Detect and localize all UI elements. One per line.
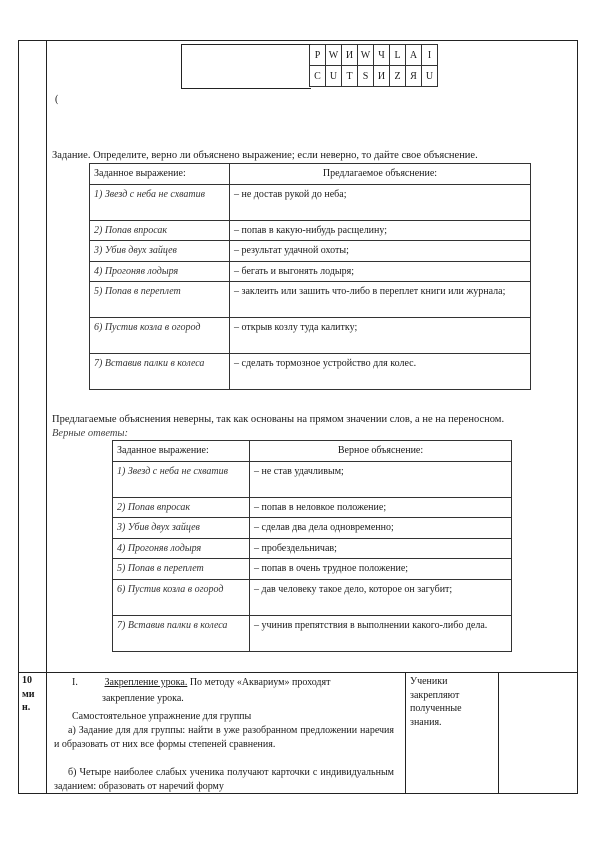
table-header-row [90, 164, 531, 185]
letter-cell: W [326, 45, 342, 66]
expression-cell: 6) Пустив козла в огород [90, 318, 230, 354]
page-frame-bottom [18, 793, 578, 794]
table-row [113, 538, 512, 559]
expression-cell: 5) Попав в переплет [90, 282, 230, 318]
explanation-cell: – попав в какую-нибудь расщелину; [230, 220, 531, 241]
letter-cell: Я [406, 66, 422, 87]
table-row [113, 559, 512, 580]
stage-number: I. [72, 677, 78, 688]
expression-cell: 1) Звезд с неба не схватив [113, 461, 250, 497]
expression-cell: 2) Попав впросак [90, 220, 230, 241]
table-row [90, 354, 531, 390]
stage-heading [72, 676, 392, 690]
table-row [90, 220, 531, 241]
expression-cell: 5) Попав в переплет [113, 559, 250, 580]
exercise-paragraph: б) Четыре наиболее слабых ученика получают карточки с индивидуальным заданием: образовать от наречий форму [54, 767, 394, 792]
page-frame-inner-left [46, 40, 47, 793]
column-header: Предлагаемое объяснение: [230, 164, 531, 185]
expression-cell: 3) Убив двух зайцев [90, 241, 230, 262]
table-row [113, 615, 512, 651]
table-header-row [113, 441, 512, 462]
page-frame-far-right [498, 672, 499, 793]
correct-answers-label: Верные ответы: [52, 428, 129, 439]
explanation-cell: – не став удачливым; [250, 461, 512, 497]
table-row [90, 241, 531, 262]
expression-cell: 1) Звезд с неба не схватив [90, 184, 230, 220]
explanation-cell: – не достав рукой до неба; [230, 184, 531, 220]
letter-cell: L [390, 45, 406, 66]
letter-grid-row-1 [181, 45, 438, 66]
letter-cell: W [358, 45, 374, 66]
row-divider [18, 672, 578, 673]
stage-title-rest: По методу «Аквариум» проходят [187, 677, 331, 688]
exercise-paragraph: а) Задание для для группы: найти в уже разобранном предложении наречия и образовать от них все формы степеней сравнения. [54, 725, 394, 750]
students-activity: Ученики закрепляют полученные знания. [410, 676, 462, 728]
exercise-paragraph: Самостоятельное упражнение для группы [72, 711, 252, 722]
letter-cell: U [326, 66, 342, 87]
expression-cell: 3) Убив двух зайцев [113, 518, 250, 539]
explanation-cell: – сделать тормозное устройство для колес. [230, 354, 531, 390]
stage-title: Закрепление урока. [104, 677, 188, 688]
letter-grid-row-2 [181, 66, 438, 87]
letter-grid-box-bottom [181, 88, 311, 89]
explanation-cell: – открыв козлу туда калитку; [230, 318, 531, 354]
page-frame-right [577, 40, 578, 793]
table-row [113, 518, 512, 539]
explanation-cell: – учинив препятствия в выполнении какого-либо дела. [250, 615, 512, 651]
expression-cell: 4) Прогоняв лодыря [90, 261, 230, 282]
stray-character: ( [55, 94, 59, 105]
column-header: Верное объяснение: [250, 441, 512, 462]
time-column [22, 674, 44, 715]
letter-grid [181, 44, 438, 87]
explanation-cell: – бегать и выгонять лодыря; [230, 261, 531, 282]
page-frame-left [18, 40, 19, 793]
letter-cell: U [422, 66, 438, 87]
expression-cell: 7) Вставив палки в колеса [90, 354, 230, 390]
letter-cell: I [422, 45, 438, 66]
explanation-cell: – пробездельничав; [250, 538, 512, 559]
letter-grid-box-top [181, 44, 311, 45]
table-row [90, 318, 531, 354]
letter-cell: Ч [374, 45, 390, 66]
page-frame-mid-right [405, 672, 406, 793]
table-row [113, 461, 512, 497]
table-row [90, 184, 531, 220]
expression-cell: 7) Вставив палки в колеса [113, 615, 250, 651]
explanation-cell: – сделав два дела одновременно; [250, 518, 512, 539]
time-unit-part: н. [22, 702, 31, 713]
explanation-text: Предлагаемые объяснения неверны, так как основаны на прямом значении слов, а не на переносном. [52, 414, 505, 425]
letter-cell: S [358, 66, 374, 87]
explanation-cell: – заклеить или зашить что-либо в переплет книги или журнала; [230, 282, 531, 318]
letter-cell: A [406, 45, 422, 66]
letter-cell: T [342, 66, 358, 87]
proposed-explanations-table [89, 163, 531, 390]
table-row [113, 497, 512, 518]
task-instruction: Задание. Определите, верно ли объяснено выражение; если неверно, то дайте свое объяснение. [52, 150, 478, 161]
explanation-cell: – попав в неловкое положение; [250, 497, 512, 518]
letter-cell: И [374, 66, 390, 87]
column-header: Заданное выражение: [113, 441, 250, 462]
explanation-cell: – дав человеку такое дело, которое он загубит; [250, 579, 512, 615]
expression-cell: 6) Пустив козла в огород [113, 579, 250, 615]
time-unit-part: ми [22, 688, 35, 700]
letter-grid-box-left [181, 44, 182, 88]
expression-cell: 4) Прогоняв лодыря [113, 538, 250, 559]
explanation-cell: – попав в очень трудное положение; [250, 559, 512, 580]
letter-cell: И [342, 45, 358, 66]
page-frame-top [18, 40, 578, 41]
stage-heading-line2: закрепление урока. [102, 693, 184, 704]
letter-cell: Z [390, 66, 406, 87]
correct-explanations-table [112, 440, 512, 652]
table-row [90, 261, 531, 282]
explanation-cell: – результат удачной охоты; [230, 241, 531, 262]
letter-cell: C [310, 66, 326, 87]
table-row [113, 579, 512, 615]
column-header: Заданное выражение: [90, 164, 230, 185]
time-value: 10 [22, 675, 32, 686]
table-row [90, 282, 531, 318]
expression-cell: 2) Попав впросак [113, 497, 250, 518]
letter-cell: P [310, 45, 326, 66]
